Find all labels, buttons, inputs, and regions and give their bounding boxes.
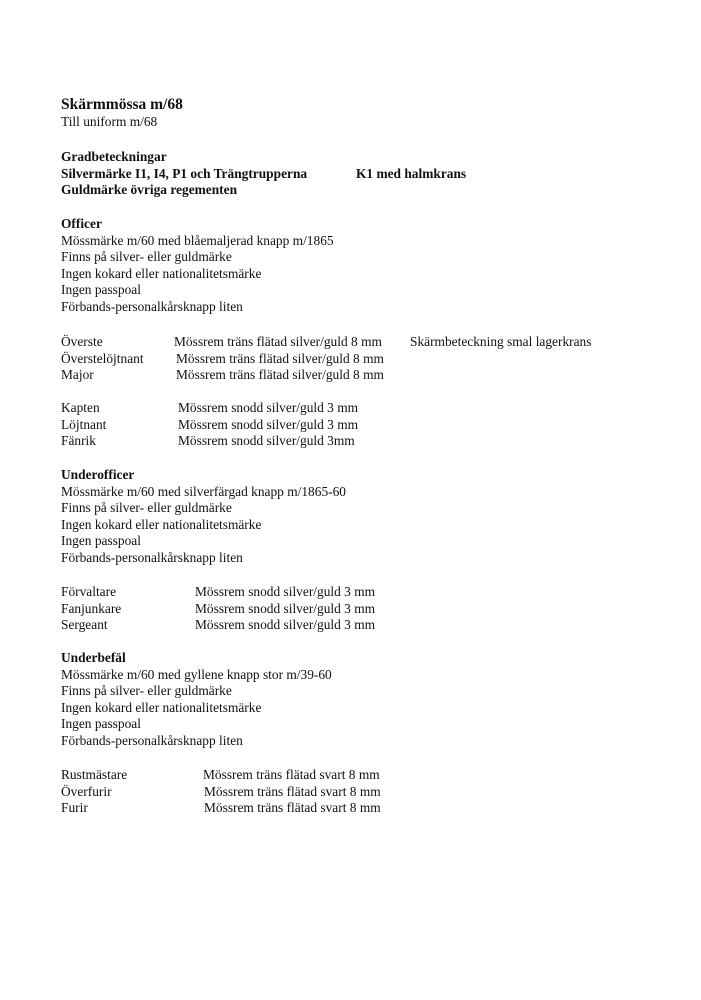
strap-label: Mössrem träns flätad svart 8 mm xyxy=(204,800,381,816)
list-item: Ingen passpoal xyxy=(61,716,141,732)
strap-label: Mössrem träns flätad silver/guld 8 mm xyxy=(176,367,384,383)
list-item: Ingen passpoal xyxy=(61,282,141,298)
strap-label: Mössrem träns flätad silver/guld 8 mm xyxy=(174,334,382,349)
strap-label: Mössrem snodd silver/guld 3 mm xyxy=(178,416,359,432)
rank-label: Löjtnant xyxy=(61,416,107,432)
guldmarke-text: Guldmärke övriga regementen xyxy=(61,182,238,198)
list-item: Förbands-personalkårsknapp liten xyxy=(61,298,243,314)
officer-rank-group-1 xyxy=(61,334,681,384)
table-row xyxy=(61,800,561,817)
list-item: Finns på silver- eller guldmärke xyxy=(61,500,232,516)
table-row xyxy=(61,601,561,618)
list-item: Mössmärke m/60 med gyllene knapp stor m/39-60 xyxy=(61,666,332,682)
table-row xyxy=(61,334,681,351)
strap-label: Mössrem snodd silver/guld 3 mm xyxy=(195,617,376,633)
title-block xyxy=(61,95,183,131)
rank-label: Fänrik xyxy=(61,433,96,449)
page-title: Skärmmössa m/68 xyxy=(61,96,183,113)
table-row xyxy=(61,784,561,801)
rank-label: Kapten xyxy=(61,400,100,415)
silvermarke-text: Silvermärke I1, I4, P1 och Trängtrupperna xyxy=(61,165,308,181)
rank-label: Major xyxy=(61,367,94,383)
table-row xyxy=(61,767,561,784)
table-row xyxy=(61,351,681,368)
officer-section xyxy=(61,216,334,316)
page-subtitle: Till uniform m/68 xyxy=(61,114,158,129)
underofficer-heading: Underofficer xyxy=(61,467,135,482)
underbefal-rank-group xyxy=(61,767,561,817)
rank-label: Överfurir xyxy=(61,783,112,799)
table-row xyxy=(61,417,561,434)
rank-label: Furir xyxy=(61,800,88,816)
gradbeteckningar-line1 xyxy=(61,166,661,183)
strap-label: Mössrem träns flätad svart 8 mm xyxy=(203,767,380,782)
rank-label: Fanjunkare xyxy=(61,600,122,616)
rank-label: Överstelöjtnant xyxy=(61,350,144,366)
underbefal-heading: Underbefäl xyxy=(61,650,126,665)
underofficer-rank-group xyxy=(61,584,561,634)
rank-label: Sergeant xyxy=(61,617,108,633)
rank-label: Överste xyxy=(61,334,103,349)
table-row xyxy=(61,433,561,450)
table-row xyxy=(61,584,561,601)
list-item: Ingen kokard eller nationalitetsmärke xyxy=(61,699,262,715)
list-item: Mössmärke m/60 med blåemaljerad knapp m/1865 xyxy=(61,232,334,248)
strap-label: Mössrem snodd silver/guld 3mm xyxy=(178,433,355,449)
gradbeteckningar-block xyxy=(61,149,661,199)
strap-label: Mössrem snodd silver/guld 3 mm xyxy=(195,600,376,616)
list-item: Ingen passpoal xyxy=(61,533,141,549)
visor-insignia-label: Skärmbeteckning smal lagerkrans xyxy=(410,334,592,349)
list-item: Förbands-personalkårsknapp liten xyxy=(61,732,243,748)
strap-label: Mössrem träns flätad svart 8 mm xyxy=(204,783,381,799)
list-item: Mössmärke m/60 med silverfärgad knapp m/1865-60 xyxy=(61,483,346,499)
underofficer-section xyxy=(61,467,346,567)
list-item: Finns på silver- eller guldmärke xyxy=(61,249,232,265)
rank-label: Rustmästare xyxy=(61,767,128,782)
officer-rank-group-2 xyxy=(61,400,561,450)
gradbeteckningar-heading: Gradbeteckningar xyxy=(61,149,167,164)
officer-heading: Officer xyxy=(61,216,102,231)
table-row xyxy=(61,617,561,634)
table-row xyxy=(61,367,681,384)
underbefal-section xyxy=(61,650,332,750)
halmkrans-text: K1 med halmkrans xyxy=(356,165,467,181)
list-item: Ingen kokard eller nationalitetsmärke xyxy=(61,516,262,532)
strap-label: Mössrem snodd silver/guld 3 mm xyxy=(195,584,376,599)
table-row xyxy=(61,400,561,417)
list-item: Förbands-personalkårsknapp liten xyxy=(61,549,243,565)
rank-label: Förvaltare xyxy=(61,584,117,599)
list-item: Finns på silver- eller guldmärke xyxy=(61,683,232,699)
strap-label: Mössrem snodd silver/guld 3 mm xyxy=(178,400,359,415)
strap-label: Mössrem träns flätad silver/guld 8 mm xyxy=(176,350,384,366)
list-item: Ingen kokard eller nationalitetsmärke xyxy=(61,265,262,281)
